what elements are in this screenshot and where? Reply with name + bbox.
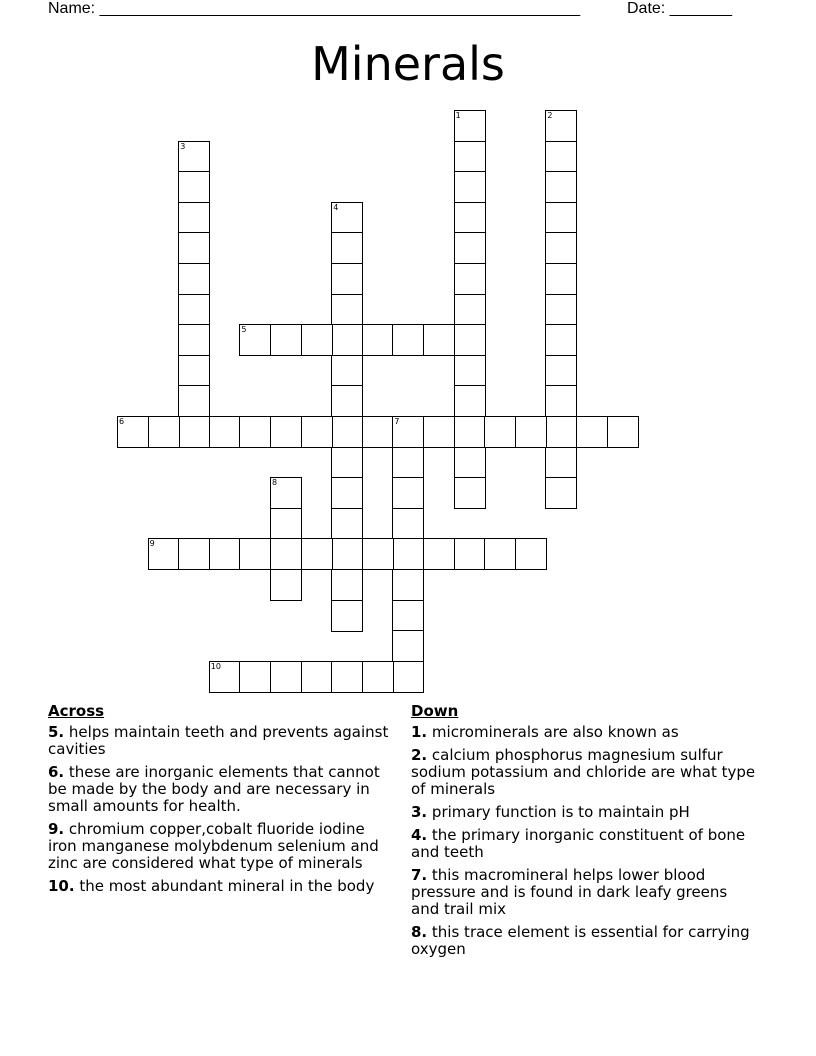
clue-item	[411, 724, 756, 741]
grid-cell[interactable]	[454, 416, 486, 448]
grid-cell[interactable]	[178, 294, 210, 326]
clue-number-label: 1	[455, 111, 461, 120]
grid-cell[interactable]	[270, 538, 302, 570]
clue-number-label: 7	[394, 417, 400, 426]
clue-text: this macromineral helps lower blood pressure and is found in dark leafy greens and trail mix	[411, 866, 728, 918]
grid-cell[interactable]	[117, 416, 149, 448]
grid-cell[interactable]	[545, 232, 577, 264]
grid-cell[interactable]	[331, 232, 363, 264]
clue-text: the primary inorganic constituent of bone and teeth	[411, 826, 746, 861]
clue-text: primary function is to maintain pH	[431, 803, 690, 821]
grid-cell[interactable]	[331, 447, 363, 479]
grid-cell[interactable]	[331, 416, 363, 448]
grid-cell[interactable]	[545, 294, 577, 326]
grid-cell[interactable]	[362, 324, 394, 356]
grid-cell[interactable]	[454, 355, 486, 387]
grid-cell[interactable]	[392, 630, 424, 662]
grid-cell[interactable]	[331, 600, 363, 632]
name-field-label: Name: ______________________________________________________	[48, 0, 581, 17]
clue-number: 2.	[411, 746, 428, 764]
clue-text: these are inorganic elements that cannot be made by the body and are necessary in small amounts for health.	[48, 763, 380, 815]
clue-item	[48, 724, 398, 758]
grid-cell[interactable]	[301, 324, 333, 356]
grid-cell[interactable]	[545, 355, 577, 387]
grid-cell[interactable]	[545, 447, 577, 479]
clue-number-label: 4	[333, 202, 339, 212]
grid-cell[interactable]	[392, 538, 424, 570]
grid-cell[interactable]	[209, 538, 241, 570]
clue-item	[48, 821, 398, 872]
grid-cell[interactable]	[392, 416, 424, 448]
grid-cell[interactable]	[454, 171, 486, 203]
across-clues-section	[48, 703, 398, 901]
grid-cell[interactable]	[545, 385, 577, 417]
grid-cell[interactable]	[392, 447, 424, 479]
grid-cell[interactable]	[454, 447, 486, 479]
grid-cell[interactable]	[423, 324, 455, 356]
grid-cell[interactable]	[178, 538, 210, 570]
grid-cell[interactable]	[331, 385, 363, 417]
clue-number: 10.	[48, 877, 75, 895]
clue-item	[411, 827, 756, 861]
grid-cell[interactable]	[178, 263, 210, 295]
clue-number-label: 2	[547, 111, 553, 120]
clue-number-label: 3	[180, 141, 186, 151]
grid-cell[interactable]	[270, 477, 302, 509]
grid-cell[interactable]	[270, 324, 302, 356]
clue-item	[411, 867, 756, 918]
grid-cell[interactable]	[454, 294, 486, 326]
clue-number-label: 9	[149, 539, 155, 549]
grid-cell[interactable]	[454, 202, 486, 234]
date-field-label: Date: _______	[627, 0, 732, 17]
grid-cell[interactable]	[178, 385, 210, 417]
grid-cell[interactable]	[301, 661, 333, 693]
grid-cell[interactable]	[178, 141, 210, 173]
grid-cell[interactable]	[331, 263, 363, 295]
grid-cell[interactable]	[545, 477, 577, 509]
grid-cell[interactable]	[454, 324, 486, 356]
clue-item	[48, 764, 398, 815]
grid-cell[interactable]	[454, 538, 486, 570]
grid-cell[interactable]	[331, 538, 363, 570]
grid-cell[interactable]	[239, 324, 271, 356]
grid-cell[interactable]	[607, 416, 639, 448]
grid-cell[interactable]	[301, 538, 333, 570]
grid-cell[interactable]	[209, 416, 241, 448]
down-clue-list	[411, 724, 756, 958]
clue-text: helps maintain teeth and prevents against cavities	[48, 723, 389, 758]
clue-text: chromium copper,cobalt fluoride iodine iron manganese molybdenum selenium and zinc are considered what type of minerals	[48, 820, 379, 872]
grid-cell[interactable]	[178, 416, 210, 448]
grid-cell[interactable]	[178, 324, 210, 356]
grid-cell[interactable]	[362, 538, 394, 570]
grid-cell[interactable]	[301, 416, 333, 448]
grid-cell[interactable]	[270, 508, 302, 540]
clue-number: 3.	[411, 803, 428, 821]
clue-text: calcium phosphorus magnesium sulfur sodium potassium and chloride are what type of minerals	[411, 746, 756, 798]
clue-text: the most abundant mineral in the body	[79, 877, 375, 895]
grid-cell[interactable]	[331, 324, 363, 356]
grid-cell[interactable]	[178, 355, 210, 387]
puzzle-title: Minerals	[311, 37, 505, 91]
grid-cell[interactable]	[454, 110, 486, 142]
grid-cell[interactable]	[484, 538, 516, 570]
clue-number-label: 5	[241, 325, 247, 335]
grid-cell[interactable]	[576, 416, 608, 448]
grid-cell[interactable]	[331, 355, 363, 387]
grid-cell[interactable]	[331, 661, 363, 693]
clue-item	[48, 878, 398, 895]
grid-cell[interactable]	[270, 661, 302, 693]
clue-item	[411, 924, 756, 958]
grid-cell[interactable]	[423, 538, 455, 570]
grid-cell[interactable]	[331, 508, 363, 540]
down-heading: Down	[411, 702, 459, 720]
clue-number-label: 8	[272, 478, 278, 488]
grid-cell[interactable]	[545, 141, 577, 173]
grid-cell[interactable]	[178, 202, 210, 234]
grid-cell[interactable]	[178, 232, 210, 264]
clue-number-label: 10	[210, 661, 221, 671]
grid-cell[interactable]	[148, 416, 180, 448]
down-clues-section	[411, 703, 756, 964]
grid-cell[interactable]	[331, 294, 363, 326]
clue-number: 6.	[48, 763, 65, 781]
clue-number: 8.	[411, 923, 428, 941]
across-heading: Across	[48, 702, 105, 720]
grid-cell[interactable]	[515, 416, 547, 448]
grid-cell[interactable]	[270, 569, 302, 601]
grid-cell[interactable]	[454, 477, 486, 509]
grid-cell[interactable]	[454, 385, 486, 417]
grid-cell[interactable]	[392, 661, 424, 693]
grid-cell[interactable]	[545, 324, 577, 356]
clue-text: this trace element is essential for carrying oxygen	[411, 923, 750, 958]
grid-cell[interactable]	[484, 416, 516, 448]
grid-cell[interactable]	[545, 263, 577, 295]
grid-cell[interactable]	[423, 416, 455, 448]
grid-cell[interactable]	[545, 110, 577, 142]
clue-text: microminerals are also known as	[431, 723, 679, 741]
grid-cell[interactable]	[545, 171, 577, 203]
grid-cell[interactable]	[331, 569, 363, 601]
grid-cell[interactable]	[392, 569, 424, 601]
grid-cell[interactable]	[331, 477, 363, 509]
grid-cell[interactable]	[454, 232, 486, 264]
grid-cell[interactable]	[362, 416, 394, 448]
grid-cell[interactable]	[515, 538, 547, 570]
across-clue-list	[48, 724, 398, 895]
grid-cell[interactable]	[454, 141, 486, 173]
grid-cell[interactable]	[178, 171, 210, 203]
grid-cell[interactable]	[392, 477, 424, 509]
grid-cell[interactable]	[454, 263, 486, 295]
grid-cell[interactable]	[239, 538, 271, 570]
grid-cell[interactable]	[362, 661, 394, 693]
clue-item	[411, 804, 756, 821]
clue-number: 7.	[411, 866, 428, 884]
grid-cell[interactable]	[392, 324, 424, 356]
clue-number: 1.	[411, 723, 428, 741]
clue-number: 9.	[48, 820, 65, 838]
grid-cell[interactable]	[545, 416, 577, 448]
grid-cell[interactable]	[270, 416, 302, 448]
grid-cell[interactable]	[392, 600, 424, 632]
clue-number-label: 6	[119, 417, 125, 426]
grid-cell[interactable]	[209, 661, 241, 693]
grid-cell[interactable]	[239, 661, 271, 693]
clue-number: 4.	[411, 826, 428, 844]
grid-cell[interactable]	[148, 538, 180, 570]
grid-cell[interactable]	[392, 508, 424, 540]
grid-cell[interactable]	[331, 202, 363, 234]
grid-cell[interactable]	[239, 416, 271, 448]
clue-number: 5.	[48, 723, 65, 741]
grid-cell[interactable]	[545, 202, 577, 234]
clue-item	[411, 747, 756, 798]
